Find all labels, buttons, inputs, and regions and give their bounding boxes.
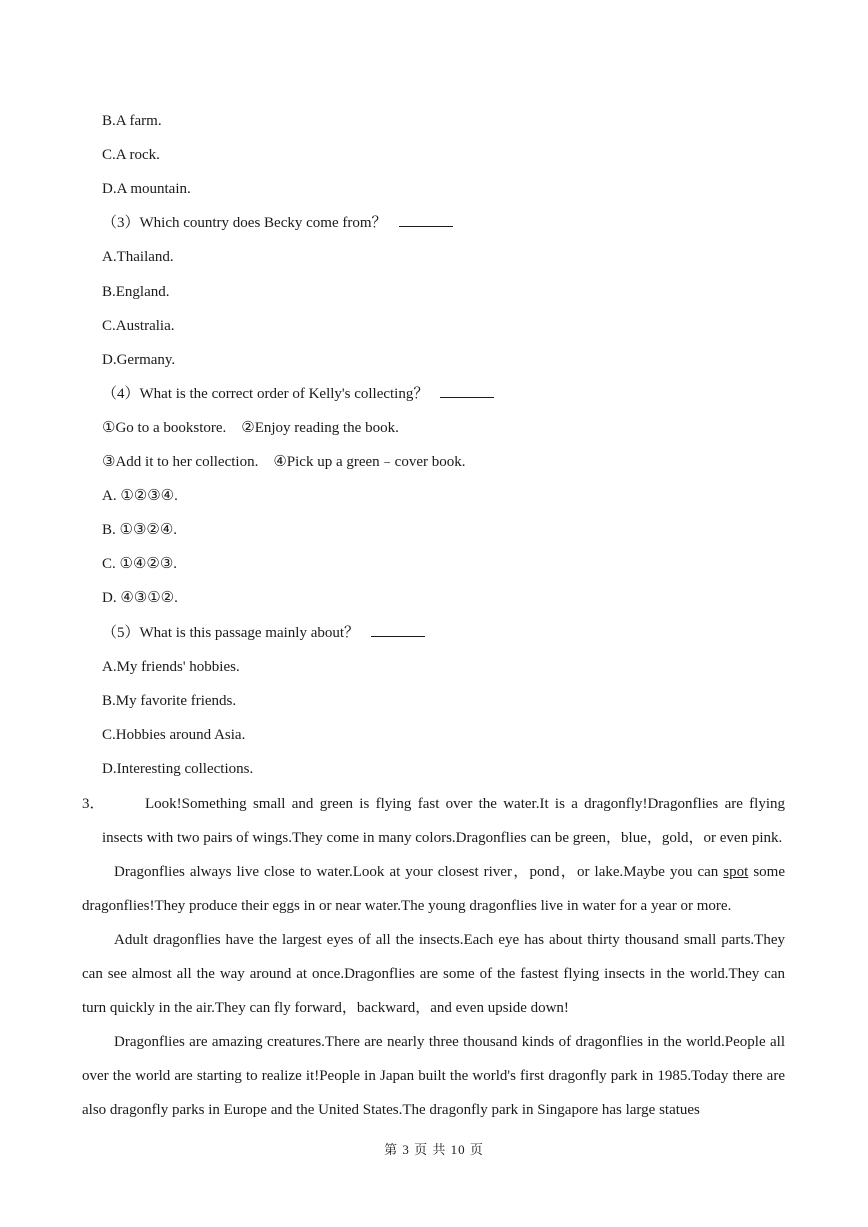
question-number-3: 3．: [82, 796, 105, 812]
q5-option-a: A.My friends' hobbies.: [102, 659, 240, 675]
q5-stem: （5）What is this passage mainly about？: [102, 625, 360, 641]
q4-option-d: D. ④③①②.: [102, 590, 178, 606]
q4-option-c: C. ①④②③.: [102, 556, 178, 572]
q2-option-c: C.A rock.: [102, 147, 160, 163]
passage-paragraph-4: Dragonflies are amazing creatures.There are nearly three thousand kinds of dragonflies in the world.People all over the world are starting to realize it!People in Japan built the world's first dragonfly park in 1985.Today there are also dragonfly parks in Europe and the United States.The dragonfly park in Singapore has large statues: [82, 1034, 785, 1118]
q2-option-d: D.A mountain.: [102, 181, 191, 197]
p2-before: Dragonflies always live close to water.Look at your closest river，pond，or lake.Maybe you can: [114, 864, 724, 880]
q3-answer-blank: [399, 214, 453, 227]
q3-question: [102, 214, 453, 232]
q4-answer-blank: [440, 385, 494, 398]
q4-option-a: A. ①②③④.: [102, 488, 178, 504]
q5-answer-blank: [371, 624, 425, 637]
q3-option-a: A.Thailand.: [102, 249, 174, 265]
q4-steps-line-2: ③Add it to her collection. ④Pick up a green﹣cover book.: [102, 454, 466, 470]
q3-option-c: C.Australia.: [102, 318, 175, 334]
passage-paragraph-1: Look!Something small and green is flying fast over the water.It is a dragonfly!Dragonflies are flying insects with two pairs of wings.They come in many colors.Dragonflies can be green，blue，gold，or even pink.: [102, 796, 785, 846]
q4-question: [102, 385, 494, 403]
q5-option-c: C.Hobbies around Asia.: [102, 727, 246, 743]
p2-after: some dragonflies!They produce their eggs in or near water.The young dragonflies live in water for a year or more.: [82, 864, 785, 914]
q5-option-b: B.My favorite friends.: [102, 693, 237, 709]
page-footer: 第 3 页 共 10 页: [384, 1142, 484, 1157]
underlined-word-spot: spot: [723, 864, 749, 880]
q3-option-d: D.Germany.: [102, 352, 176, 368]
passage-paragraph-2: [82, 855, 785, 923]
q4-stem: （4）What is the correct order of Kelly's collecting？: [102, 386, 429, 402]
q3-stem: （3）Which country does Becky come from？: [102, 215, 387, 231]
q4-steps-line-1: ①Go to a bookstore. ②Enjoy reading the book.: [102, 420, 399, 436]
q3-option-b: B.England.: [102, 284, 170, 300]
passage-paragraph-3: Adult dragonflies have the largest eyes of all the insects.Each eye has about thirty thousand small parts.They can see almost all the way around at once.Dragonflies are some of the fastest flying insects in the world.They can turn quickly in the air.They can fly forward，backward，and even upside down!: [82, 932, 785, 1016]
q5-question: [102, 624, 425, 642]
q4-option-b: B. ①③②④.: [102, 522, 178, 538]
q2-option-b: B.A farm.: [102, 113, 162, 129]
q5-option-d: D.Interesting collections.: [102, 761, 254, 777]
